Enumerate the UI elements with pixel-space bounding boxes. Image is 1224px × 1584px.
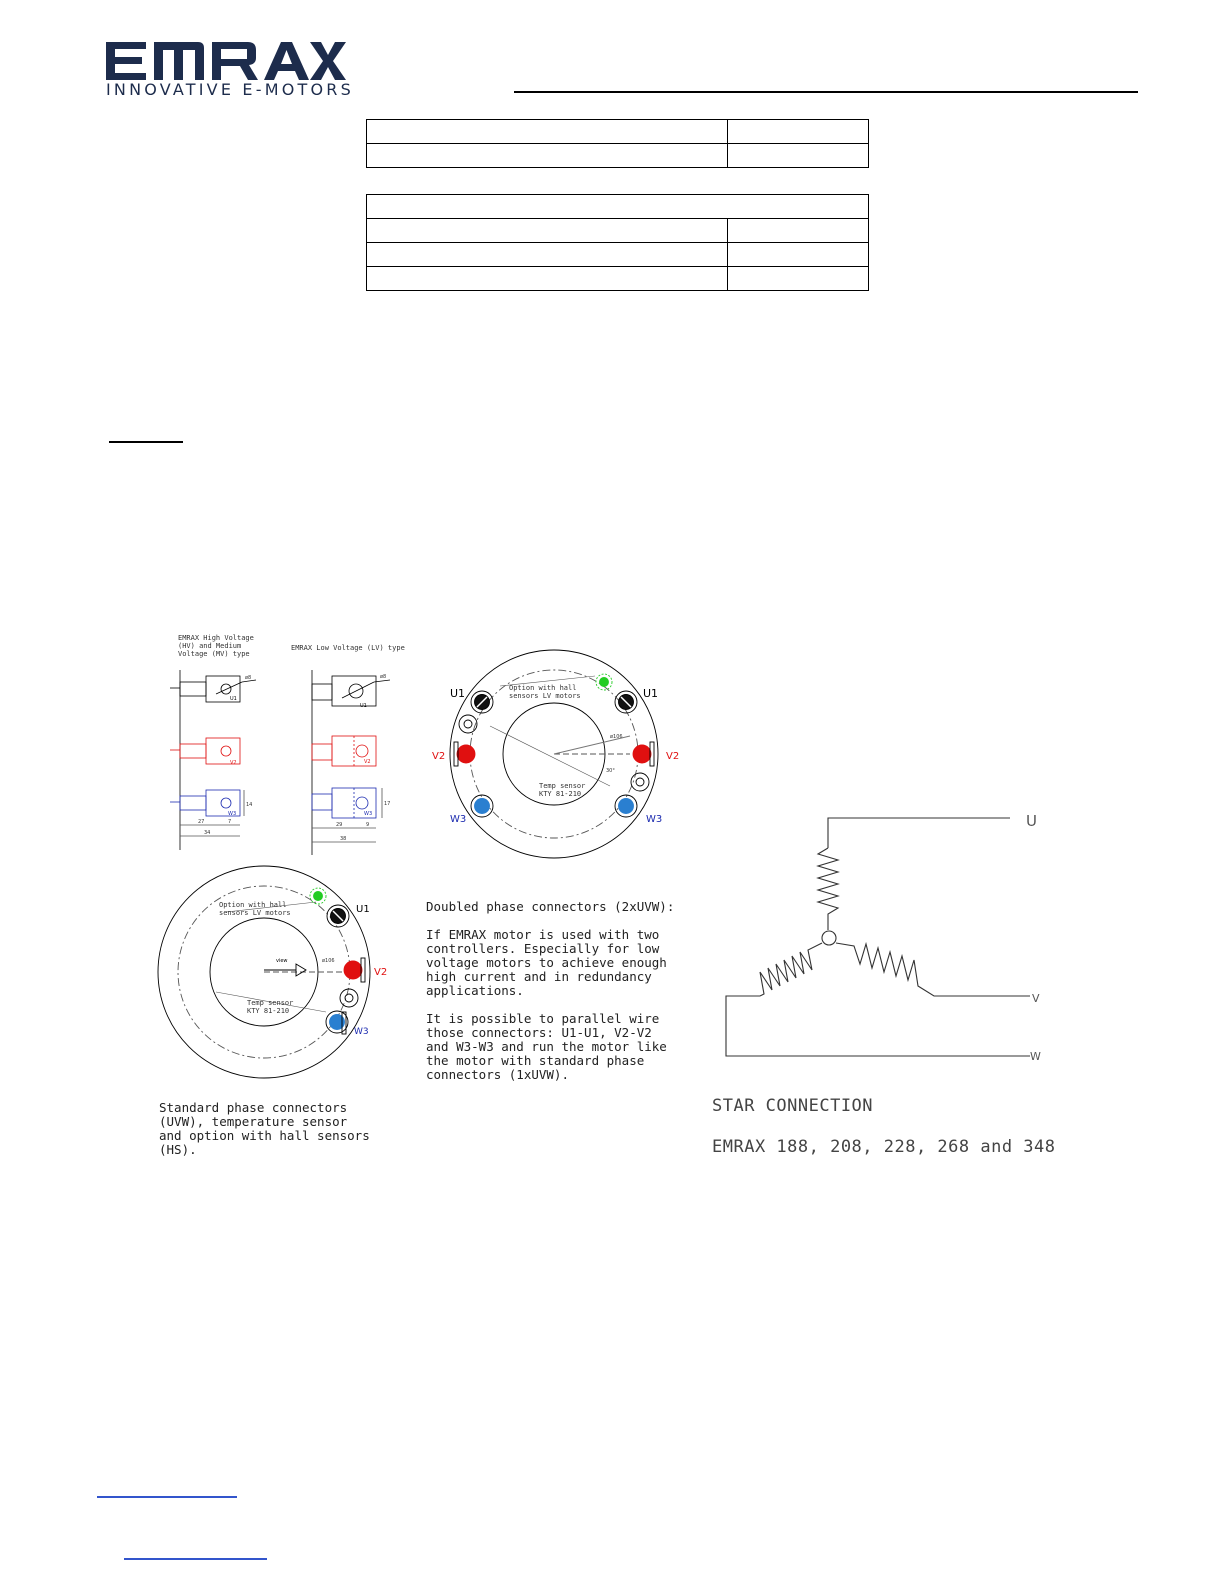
label-u1-right: U1 bbox=[643, 687, 659, 700]
diameter-label-bottom: ø106 bbox=[322, 958, 335, 964]
header-rule bbox=[514, 91, 1138, 93]
section-heading-underline bbox=[109, 441, 183, 443]
star-connection-diagram bbox=[720, 800, 1060, 1070]
star-label-u: U bbox=[1026, 812, 1037, 830]
label-v2-right: V2 bbox=[666, 751, 680, 762]
hall-sensor-note-top: Option with hall sensors LV motors bbox=[509, 684, 581, 700]
label-w3: W3 bbox=[354, 1027, 369, 1037]
table-row bbox=[367, 144, 869, 168]
svg-text:ø8: ø8 bbox=[245, 675, 252, 681]
svg-text:U1: U1 bbox=[230, 696, 237, 702]
svg-text:9: 9 bbox=[366, 822, 370, 828]
doubled-paragraph-2: It is possible to parallel wire those connectors: U1-U1, V2-V2 and W3-W3 and run the motor like the motor with standard phase connectors (1xUVW). bbox=[426, 1011, 667, 1082]
table-row bbox=[367, 219, 869, 243]
svg-text:V2: V2 bbox=[364, 759, 371, 765]
temp-sensor-note-bottom: Temp sensor KTY 81-210 bbox=[247, 999, 294, 1015]
table-row bbox=[367, 195, 869, 219]
lv-type-label: EMRAX Low Voltage (LV) type bbox=[291, 644, 405, 652]
doubled-title: Doubled phase connectors (2xUVW): bbox=[426, 899, 675, 914]
star-connection-models: EMRAX 188, 208, 228, 268 and 348 bbox=[712, 1137, 1056, 1157]
svg-text:V2: V2 bbox=[230, 760, 237, 766]
view-label: view bbox=[276, 958, 288, 964]
table-row bbox=[367, 120, 869, 144]
logo-tagline: INNOVATIVE E-MOTORS bbox=[106, 80, 354, 99]
footer-link-2[interactable] bbox=[124, 1558, 267, 1560]
svg-text:7: 7 bbox=[228, 819, 232, 825]
standard-connectors-drawing bbox=[156, 862, 396, 1092]
svg-text:ø8: ø8 bbox=[380, 674, 387, 680]
label-w3-right: W3 bbox=[646, 814, 663, 825]
hv-type-label: EMRAX High Voltage (HV) and Medium Voltage (MV) type bbox=[178, 634, 254, 658]
label-w3-left: W3 bbox=[450, 814, 467, 825]
table-top bbox=[366, 119, 869, 168]
label-v2: V2 bbox=[374, 967, 388, 978]
table-row bbox=[367, 243, 869, 267]
svg-text:27: 27 bbox=[198, 819, 205, 825]
standard-caption: Standard phase connectors (UVW), temperature sensor and option with hall sensors (HS). bbox=[159, 1100, 370, 1157]
doubled-connectors-drawing bbox=[420, 646, 690, 862]
svg-text:W3: W3 bbox=[364, 811, 373, 817]
label-u1: U1 bbox=[356, 904, 370, 915]
svg-text:W3: W3 bbox=[228, 811, 237, 817]
footer-link-1[interactable] bbox=[97, 1496, 237, 1498]
star-label-w: W bbox=[1030, 1050, 1041, 1063]
svg-text:17: 17 bbox=[384, 801, 391, 807]
angle-label: 30° bbox=[606, 768, 615, 774]
svg-text:U1: U1 bbox=[360, 703, 367, 709]
diameter-label: ø106 bbox=[610, 734, 623, 740]
connector-lug-drawings bbox=[160, 660, 420, 860]
star-connection-title: STAR CONNECTION bbox=[712, 1096, 874, 1116]
emrax-logo bbox=[106, 42, 346, 80]
svg-text:29: 29 bbox=[336, 822, 343, 828]
svg-text:34: 34 bbox=[204, 830, 211, 836]
hall-sensor-note-bottom: Option with hall sensors LV motors bbox=[219, 901, 291, 917]
svg-text:14: 14 bbox=[246, 802, 253, 808]
star-label-v: V bbox=[1032, 992, 1040, 1005]
doubled-paragraph-1: If EMRAX motor is used with two controllers. Especially for low voltage motors to achieve enough high current and in redundancy applications. bbox=[426, 927, 667, 998]
temp-sensor-note-top: Temp sensor KTY 81-210 bbox=[539, 782, 586, 798]
table-row bbox=[367, 267, 869, 291]
label-v2-left: V2 bbox=[432, 751, 446, 762]
svg-text:38: 38 bbox=[340, 836, 347, 842]
table-bottom bbox=[366, 194, 869, 291]
label-u1-left: U1 bbox=[450, 687, 466, 700]
